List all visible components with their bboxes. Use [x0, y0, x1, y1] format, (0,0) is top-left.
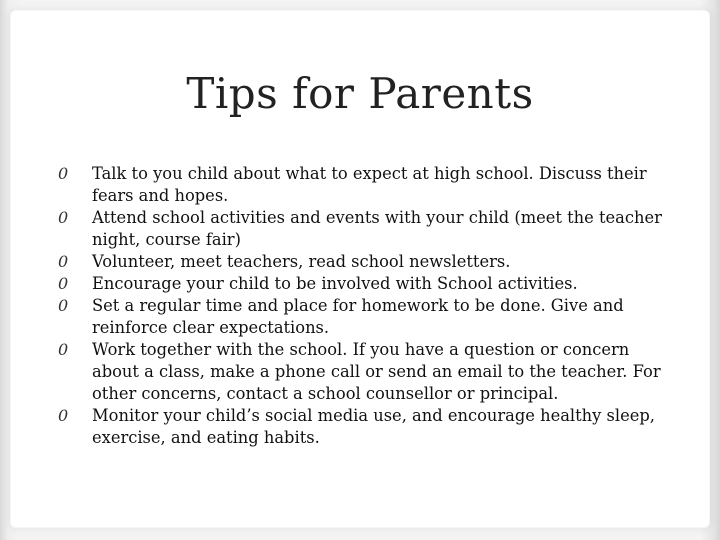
bullet-marker-icon: 0 — [58, 274, 69, 293]
tip-item-7 — [58, 405, 668, 449]
slide-title: Tips for Parents — [186, 69, 534, 118]
bullet-marker-icon: 0 — [58, 164, 69, 183]
bullet-marker-icon: 0 — [58, 296, 69, 315]
tip-item-3 — [58, 251, 668, 273]
tip-text-5: Set a regular time and place for homework to be done. Give and reinforce clear expectations. — [92, 296, 624, 337]
bullet-marker-icon: 0 — [58, 252, 69, 271]
tip-item-2 — [58, 207, 668, 251]
tip-text-6: Work together with the school. If you have a question or concern about a class, make a phone call or send an email to the teacher. For other concerns, contact a school counsellor or principal. — [92, 340, 661, 403]
tip-item-4 — [58, 273, 668, 295]
tip-text-2: Attend school activities and events with your child (meet the teacher night, course fair) — [92, 208, 662, 249]
tip-text-3: Volunteer, meet teachers, read school newsletters. — [92, 252, 511, 271]
tip-text-7: Monitor your child’s social media use, and encourage healthy sleep, exercise, and eating habits. — [92, 406, 655, 447]
bullet-marker-icon: 0 — [58, 340, 69, 359]
tip-text-1: Talk to you child about what to expect at high school. Discuss their fears and hopes. — [92, 164, 647, 205]
tips-list — [58, 163, 668, 449]
tip-item-5 — [58, 295, 668, 339]
tip-item-6 — [58, 339, 668, 405]
tip-item-1 — [58, 163, 668, 207]
bullet-marker-icon: 0 — [58, 406, 69, 425]
tip-text-4: Encourage your child to be involved with School activities. — [92, 274, 578, 293]
bullet-marker-icon: 0 — [58, 208, 69, 227]
